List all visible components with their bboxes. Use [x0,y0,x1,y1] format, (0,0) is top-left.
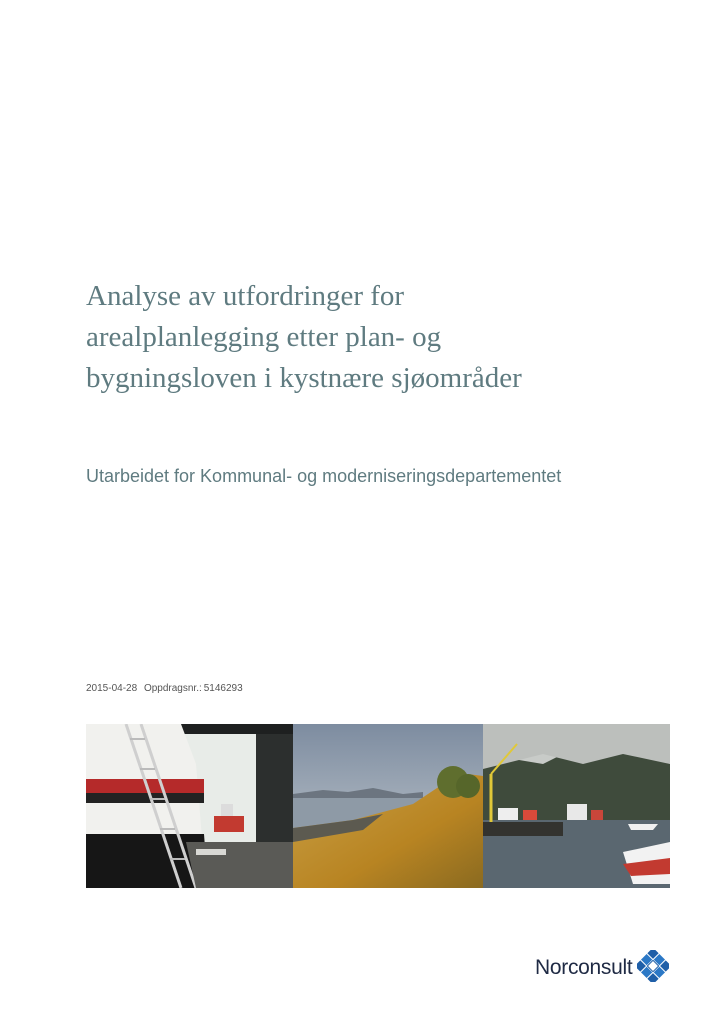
document-subtitle: Utarbeidet for Kommunal- og moderniseringsdepartementet [86,466,562,486]
document-meta [86,683,247,694]
ship-in-dock-photo [86,724,293,888]
coastal-grass-photo [293,724,483,888]
document-date: 2015-04-28 [86,683,138,694]
logo-wordmark: Norconsult [535,956,633,979]
title-line-3: bygningsloven i kystnære sjøområder [86,362,522,394]
cover-photo-strip [86,724,670,888]
document-title [86,276,686,399]
assignment-label: Oppdragsnr.: [143,683,202,694]
title-line-1: Analyse av utfordringer for [86,280,405,312]
assignment-number: 5146293 [203,683,243,694]
norconsult-logo [535,950,669,986]
norconsult-diamond-icon [637,950,669,987]
title-line-2: arealplanlegging etter plan- og [86,321,442,353]
harbor-photo [483,724,670,888]
